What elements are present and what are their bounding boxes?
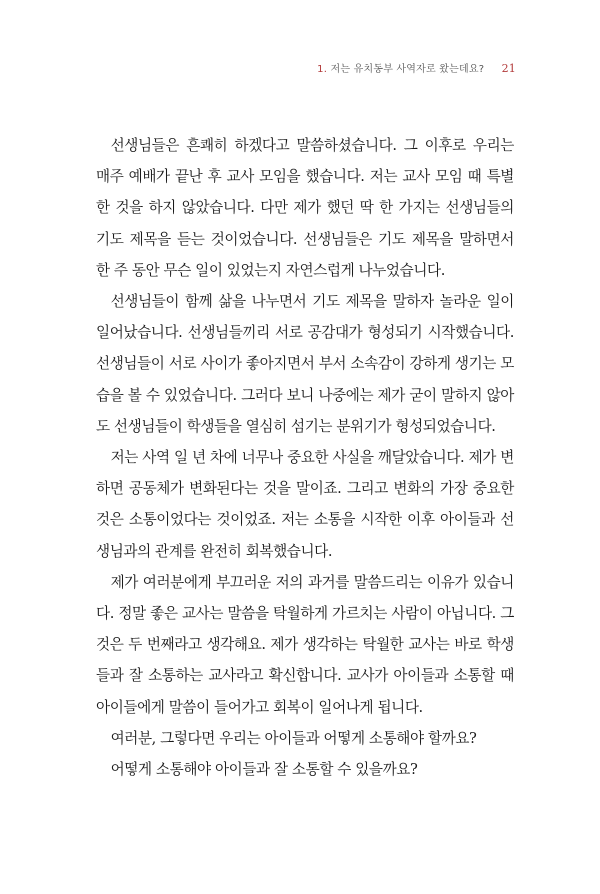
paragraph: 제가 여러분에게 부끄러운 저의 과거를 말씀드리는 이유가 있습니다. 정말 좋은 교사는 말씀을 탁월하게 가르치는 사람이 아닙니다. 그것은 두 번째라고 생각해요. 제가 생각하는 탁월한 교사는 바로 학생들과 잘 소통하는 교사라고 확신합니다. 교사가 아이들과 소통할 때 아이들에게 말씀이 들어가고 회복이 일어나게 됩니다. — [96, 573, 514, 716]
running-header — [317, 60, 516, 75]
paragraph: 저는 사역 일 년 차에 너무나 중요한 사실을 깨달았습니다. 제가 변하면 공동체가 변화된다는 것을 말이죠. 그리고 변화의 가장 중요한 것은 소통이었다는 것이었죠. 저는 소통을 시작한 이후 아이들과 선생님과의 관계를 완전히 회복했습니다. — [96, 449, 514, 560]
paragraph: 선생님들이 함께 삶을 나누면서 기도 제목을 말하자 놀라운 일이 일어났습니다. 선생님들끼리 서로 공감대가 형성되기 시작했습니다. 선생님들이 서로 사이가 좋아지면서 부서 소속감이 강하게 생기는 모습을 볼 수 있었습니다. 그러다 보니 나중에는 제가 굳이 말하지 않아도 선생님들이 학생들을 열심히 섬기는 분위기가 형성되었습니다. — [96, 293, 514, 435]
body-text — [96, 130, 514, 785]
paragraph: 어떻게 소통해야 아이들과 잘 소통할 수 있을까요? — [110, 761, 418, 779]
paragraph: 여러분, 그렇다면 우리는 아이들과 어떻게 소통해야 할까요? — [110, 729, 477, 747]
chapter-number: 1. — [317, 64, 328, 75]
chapter-title: 저는 유치동부 사역자로 왔는데요? — [330, 64, 485, 75]
paragraph: 선생님들은 흔쾌히 하겠다고 말씀하셨습니다. 그 이후로 우리는 매주 예배가 끝난 후 교사 모임을 했습니다. 저는 교사 모임 때 특별한 것을 하지 않았습니다. 다만 제가 했던 딱 한 가지는 선생님들의 기도 제목을 듣는 것이었습니다. 선생님들은 기도 제목을 말하면서 한 주 동안 무슨 일이 있었는지 자연스럽게 나누었습니다. — [96, 137, 514, 279]
page-number: 21 — [501, 62, 516, 75]
